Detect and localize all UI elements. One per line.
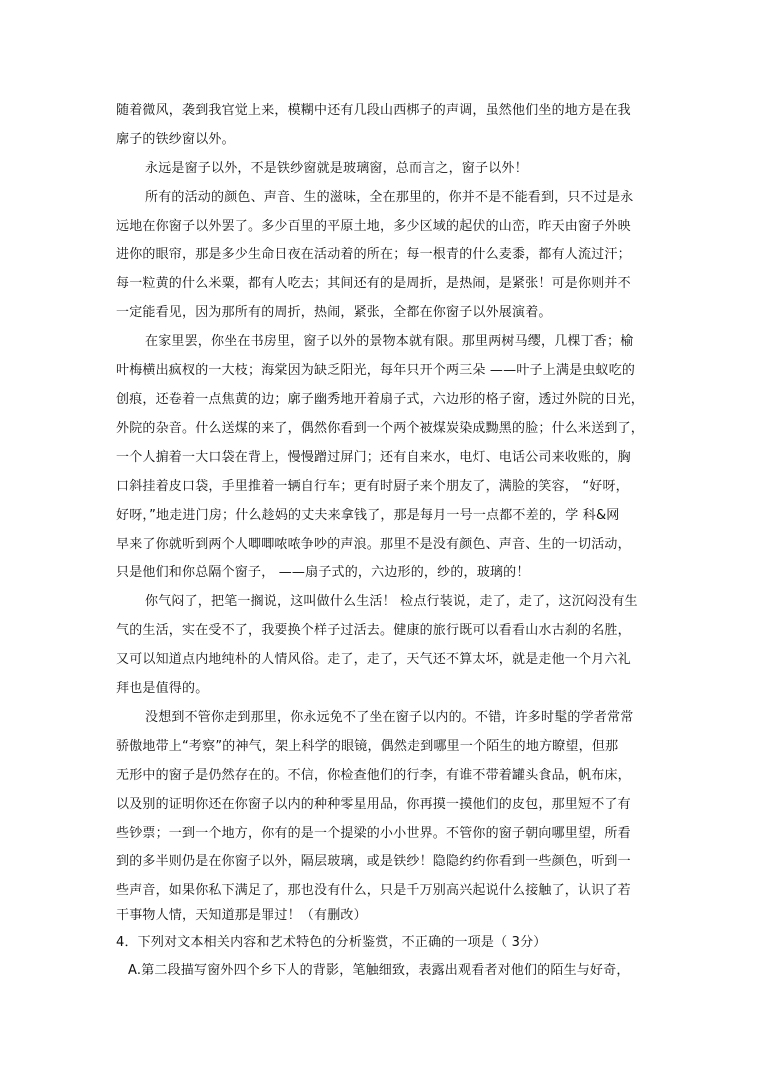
text-line: 叶梅横出疯杈的一大枝；海棠因为缺乏阳光，每年只开个两三朵 ——叶子上满是虫蚁吃的 [116, 363, 636, 378]
text-line: 随着微风，袭到我官觉上来，模糊中还有几段山西梆子的声调，虽然他们坐的地方是在我 [116, 103, 631, 118]
text-line: 干事物人情，天知道那是罪过！（有删改） [116, 908, 367, 923]
text-line: 没想到不管你走到那里，你永远免不了坐在窗子以内的。不错，许多时髦的学者常常 [145, 710, 634, 725]
text-line: 好呀，”地走进门房；什么趁妈的丈夫来拿钱了，那是每月一号一点都不差的，学 科&网 [116, 508, 620, 523]
text-line: 拜也是值得的。 [116, 681, 209, 696]
text-line: 到的多半则仍是在你窗子以外，隔层玻璃，或是铁纱！隐隐约约你看到一些颜色，听到一 [116, 854, 631, 869]
text-line: 些声音，如果你私下满足了，那也没有什么，只是千万别高兴起说什么接触了，认识了若 [116, 883, 631, 898]
text-line: 一个人掮着一大口袋在背上，慢慢蹭过屏门；还有自来水，电灯、电话公司来收账的，胸 [116, 450, 631, 465]
text-line: 口斜挂着皮口袋，手里推着一辆自行车；更有时厨子来个朋友了，满脸的笑容， “好呀， [116, 479, 629, 494]
text-line: 一定能看见，因为那所有的周折，热闹，紧张，全都在你窗子以外展演着。 [116, 305, 552, 320]
text-line: 气的生活，实在受不了，我要换个样子过活去。健康的旅行既可以看看山水古刹的名胜， [116, 623, 631, 638]
text-line: 永远是窗子以外，不是铁纱窗就是玻璃窗，总而言之，窗子以外！ [145, 161, 528, 176]
text-line: 些钞票；一到一个地方，你有的是一个提梁的小小世界。不管你的窗子朝向哪里望，所看 [116, 826, 631, 841]
text-line: 以及别的证明你还在你窗子以内的种种零星用品，你再摸一摸他们的皮包，那里短不了有 [116, 797, 631, 812]
text-line: 每一粒黄的什么米粟，都有人吃去；其间还有的是周折，是热闹，是紧张！可是你则并不 [116, 276, 631, 291]
text-line: 廓子的铁纱窗以外。 [116, 132, 235, 147]
text-line: 创痕，还卷着一点焦黄的边；廓子幽秀地开着扇子式，六边形的格子窗，透过外院的日光， [116, 392, 645, 407]
text-line: 只是他们和你总隔个窗子， ——扇子式的，六边形的，纱的，玻璃的！ [116, 565, 530, 580]
option-a: A.第二段描写窗外四个乡下人的背影，笔触细致，表露出观看者对他们的陌生与好奇， [128, 963, 630, 978]
text-line: 你气闷了，把笔一搁说，这叫做什么生活！ 检点行装说，走了，走了，这沉闷没有生 [145, 594, 638, 609]
text-line: 早来了你就听到两个人唧唧哝哝争吵的声浪。那里不是没有颜色、声音、生的一切活动， [116, 537, 631, 552]
text-line: 所有的活动的颜色、声音、生的滋味，全在那里的，你并不是不能看到，只不过是永 [145, 190, 634, 205]
question-4: 4．下列对文本相关内容和艺术特色的分析鉴赏，不正确的一项是（ 3分） [116, 935, 547, 950]
text-line: 无形中的窗子是仍然存在的。不信，你检查他们的行李，有谁不带着罐头食品，帆布床， [116, 768, 631, 783]
text-line: 外院的杂音。什么送煤的来了，偶然你看到一个两个被煤炭染成黝黑的脸；什么米送到了， [116, 421, 645, 436]
text-line: 进你的眼帘，那是多少生命日夜在活动着的所在；每一根青的什么麦黍，都有人流过汗； [116, 247, 631, 262]
text-line: 骄傲地带上“考察”的神气，架上科学的眼镜，偶然走到哪里一个陌生的地方瞭望，但那 [116, 739, 619, 754]
text-line: 在家里罢，你坐在书房里，窗子以外的景物本就有限。那里两树马缨，几棵丁香；榆 [145, 334, 634, 349]
text-line: 远地在你窗子以外罢了。多少百里的平原土地，多少区域的起伏的山峦，昨天由窗子外映 [116, 219, 631, 234]
text-line: 又可以知道点内地纯朴的人情风俗。走了，走了，天气还不算太坏，就是走他一个月六礼 [116, 652, 631, 667]
